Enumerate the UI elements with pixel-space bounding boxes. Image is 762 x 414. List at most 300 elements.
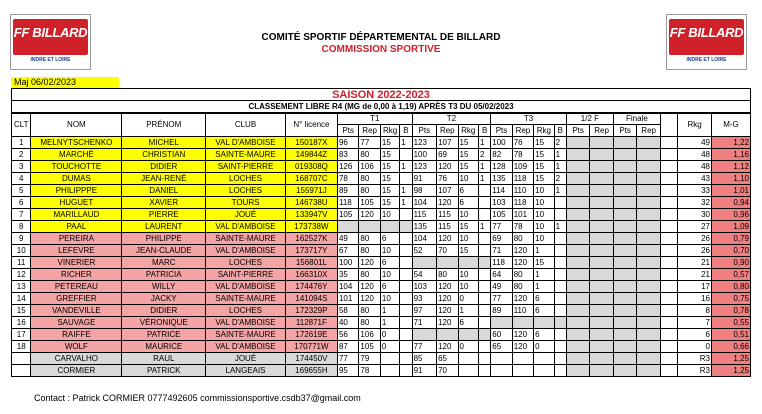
cell-t3-3: 1	[554, 161, 566, 173]
cell-prenom: PATRICK	[122, 365, 206, 377]
cell-t2-2: 15	[458, 137, 478, 149]
cell-t3-0: 105	[491, 209, 512, 221]
cell-rkg: R3	[678, 353, 712, 365]
cell-finals	[566, 281, 590, 293]
cell-t1-1: 105	[359, 341, 380, 353]
cell-t2-0: 123	[412, 137, 437, 149]
cell-nom: TOUCHOTTE	[31, 161, 122, 173]
cell-finals	[590, 257, 614, 269]
cell-finals	[566, 365, 590, 377]
cell-licence: 141094S	[285, 293, 337, 305]
table-row	[12, 221, 751, 233]
cell-club: SAINTE-MAURE	[206, 149, 286, 161]
cell-prenom: PHILIPPE	[122, 233, 206, 245]
cell-clt: 16	[12, 317, 31, 329]
cell-finals	[613, 341, 637, 353]
cell-t2-0	[412, 329, 437, 341]
cell-t1-1: 105	[359, 197, 380, 209]
cell-rkg: 0	[678, 341, 712, 353]
cell-mg: 0,79	[711, 233, 750, 245]
table-row	[12, 341, 751, 353]
cell-t2-0: 91	[412, 173, 437, 185]
cell-clt: 11	[12, 257, 31, 269]
cell-finals	[613, 149, 637, 161]
cell-t3-2: 6	[534, 305, 554, 317]
table-row	[12, 209, 751, 221]
table-row	[12, 197, 751, 209]
cell-clt: 4	[12, 173, 31, 185]
cell-t3-2: 6	[534, 293, 554, 305]
cell-t3-3	[554, 293, 566, 305]
cell-t3-3	[554, 329, 566, 341]
cell-t2-3: 1	[478, 137, 490, 149]
cell-mg: 1,01	[711, 185, 750, 197]
cell-licence: 112871F	[285, 317, 337, 329]
cell-nom: HUGUET	[31, 197, 122, 209]
cell-nom: MELNYTSCHENKO	[31, 137, 122, 149]
cell-spacer	[660, 137, 677, 149]
cell-t3-1: 120	[512, 329, 533, 341]
cell-finals	[590, 365, 614, 377]
table-row	[12, 161, 751, 173]
cell-rkg: 21	[678, 257, 712, 269]
cell-finals	[590, 197, 614, 209]
cell-nom: RICHER	[31, 269, 122, 281]
cell-t2-1: 115	[437, 209, 458, 221]
cell-rkg: 6	[678, 329, 712, 341]
cell-clt: 7	[12, 209, 31, 221]
cell-t2-3: 1	[478, 161, 490, 173]
cell-finals	[637, 245, 661, 257]
cell-t1-2: 10	[380, 245, 399, 257]
cell-spacer	[660, 329, 677, 341]
cell-finals	[590, 341, 614, 353]
cell-finals	[637, 257, 661, 269]
cell-finals	[590, 185, 614, 197]
cell-t2-0: 85	[412, 353, 437, 365]
cell-finals	[613, 233, 637, 245]
update-date: Maj 06/02/2023	[11, 77, 119, 88]
cell-t3-1: 109	[512, 161, 533, 173]
cell-spacer	[660, 305, 677, 317]
cell-t2-1: 115	[437, 221, 458, 233]
cell-t2-2	[458, 353, 478, 365]
cell-t3-0: 100	[491, 137, 512, 149]
cell-finals	[637, 173, 661, 185]
cell-finals	[566, 329, 590, 341]
col-clt: CLT	[12, 114, 31, 137]
cell-t3-3	[554, 317, 566, 329]
cell-clt: 14	[12, 293, 31, 305]
cell-licence: 174450V	[285, 353, 337, 365]
cell-t1-3: 1	[400, 197, 412, 209]
cell-nom: PAAL	[31, 221, 122, 233]
cell-finals	[566, 173, 590, 185]
cell-prenom: PIERRE	[122, 209, 206, 221]
cell-licence: 173738W	[285, 221, 337, 233]
cell-spacer	[660, 257, 677, 269]
cell-t1-1: 120	[359, 293, 380, 305]
cell-t1-1: 80	[359, 185, 380, 197]
cell-clt: 13	[12, 281, 31, 293]
cell-nom: PHILIPPPE	[31, 185, 122, 197]
cell-t2-2: 15	[458, 161, 478, 173]
cell-t1-0: 56	[337, 329, 358, 341]
cell-nom: PEREIRA	[31, 233, 122, 245]
cell-t2-3	[478, 281, 490, 293]
col-prenom: PRÉNOM	[122, 114, 206, 137]
cell-t2-1	[437, 329, 458, 341]
cell-licence: 133947V	[285, 209, 337, 221]
table-row	[12, 353, 751, 365]
cell-rkg: 21	[678, 269, 712, 281]
cell-t1-2: 15	[380, 185, 399, 197]
cell-t2-1: 70	[437, 365, 458, 377]
cell-t3-1: 101	[512, 209, 533, 221]
cell-finals	[590, 305, 614, 317]
cell-t3-3	[554, 233, 566, 245]
cell-t1-1: 106	[359, 329, 380, 341]
cell-prenom: XAVIER	[122, 197, 206, 209]
cell-spacer	[660, 149, 677, 161]
sub-pts: Pts	[613, 125, 637, 137]
cell-t3-2: 1	[534, 281, 554, 293]
cell-t2-2: 0	[458, 341, 478, 353]
logo-text: FF BILLARD	[669, 25, 744, 40]
cell-t3-2	[534, 317, 554, 329]
cell-spacer	[660, 233, 677, 245]
cell-t3-1: 80	[512, 269, 533, 281]
cell-nom: CORMIER	[31, 365, 122, 377]
cell-finals	[613, 257, 637, 269]
col-nom: NOM	[31, 114, 122, 137]
cell-finals	[590, 233, 614, 245]
sub-rkg: Rkg	[380, 125, 399, 137]
sub-rkg: Rkg	[458, 125, 478, 137]
cell-clt: 18	[12, 341, 31, 353]
cell-mg: 0,94	[711, 197, 750, 209]
cell-prenom: MICHEL	[122, 137, 206, 149]
cell-t1-3	[400, 305, 412, 317]
cell-t1-3	[400, 281, 412, 293]
cell-nom: DUMAS	[31, 173, 122, 185]
cell-t1-0: 100	[337, 257, 358, 269]
cell-finals	[613, 353, 637, 365]
cell-t1-3	[400, 365, 412, 377]
cell-t1-3	[400, 293, 412, 305]
cell-t1-2: 15	[380, 197, 399, 209]
cell-t1-3	[400, 353, 412, 365]
cell-club: LOCHES	[206, 173, 286, 185]
cell-club: VAL D'AMBOISE	[206, 317, 286, 329]
table-row	[12, 233, 751, 245]
cell-t3-3: 1	[554, 185, 566, 197]
cell-t2-2: 10	[458, 269, 478, 281]
cell-t2-1: 76	[437, 173, 458, 185]
cell-t3-2	[534, 353, 554, 365]
cell-finals	[637, 329, 661, 341]
cell-finals	[637, 137, 661, 149]
cell-spacer	[660, 317, 677, 329]
cell-t1-0: 40	[337, 317, 358, 329]
cell-t3-3	[554, 353, 566, 365]
cell-t1-1: 120	[359, 281, 380, 293]
sub-pts: Pts	[337, 125, 358, 137]
cell-t2-3: 1	[478, 221, 490, 233]
cell-t1-3	[400, 173, 412, 185]
cell-t3-2: 1	[534, 245, 554, 257]
cell-t1-0: 104	[337, 281, 358, 293]
cell-prenom: RAUL	[122, 353, 206, 365]
table-row	[12, 173, 751, 185]
cell-t3-0: 71	[491, 245, 512, 257]
cell-t2-1: 120	[437, 341, 458, 353]
cell-t3-2: 0	[534, 341, 554, 353]
cell-t1-1: 77	[359, 137, 380, 149]
cell-t1-3	[400, 341, 412, 353]
cell-t2-3	[478, 197, 490, 209]
cell-nom: VANDEVILLE	[31, 305, 122, 317]
cell-t1-1: 80	[359, 245, 380, 257]
cell-mg: 0,66	[711, 341, 750, 353]
table-row	[12, 269, 751, 281]
cell-t3-1	[512, 353, 533, 365]
cell-t3-0: 69	[491, 233, 512, 245]
cell-licence: 166310X	[285, 269, 337, 281]
cell-t2-3	[478, 185, 490, 197]
cell-rkg: 17	[678, 281, 712, 293]
cell-club: SAINTE-MAURE	[206, 293, 286, 305]
cell-t1-0: 96	[337, 137, 358, 149]
cell-mg: 0,75	[711, 293, 750, 305]
cell-t1-0: 87	[337, 341, 358, 353]
cell-club: LOCHES	[206, 257, 286, 269]
cell-t3-3: 2	[554, 137, 566, 149]
cell-t3-0	[491, 353, 512, 365]
cell-t3-3	[554, 269, 566, 281]
cell-t1-1: 80	[359, 305, 380, 317]
cell-finals	[613, 197, 637, 209]
cell-t1-2: 0	[380, 329, 399, 341]
cell-finals	[566, 245, 590, 257]
logo-text: FF BILLARD	[13, 25, 88, 40]
cell-clt: 8	[12, 221, 31, 233]
cell-t3-1: 78	[512, 149, 533, 161]
cell-t2-1: 80	[437, 269, 458, 281]
cell-mg: 0,78	[711, 305, 750, 317]
cell-t2-1	[437, 257, 458, 269]
cell-licence: 149844Z	[285, 149, 337, 161]
cell-finals	[590, 173, 614, 185]
cell-t2-2: 15	[458, 245, 478, 257]
cell-spacer	[660, 173, 677, 185]
cell-t3-1	[512, 317, 533, 329]
cell-t1-0: 126	[337, 161, 358, 173]
cell-t1-3	[400, 269, 412, 281]
cell-t3-0: 49	[491, 281, 512, 293]
page-title: COMITÉ SPORTIF DÉPARTEMENTAL DE BILLARD	[261, 32, 501, 43]
cell-t2-1: 69	[437, 149, 458, 161]
cell-finals	[590, 209, 614, 221]
cell-t1-1	[359, 221, 380, 233]
cell-finals	[590, 317, 614, 329]
cell-finals	[566, 137, 590, 149]
cell-t2-3	[478, 269, 490, 281]
cell-t2-1: 120	[437, 281, 458, 293]
cell-prenom: WILLY	[122, 281, 206, 293]
cell-t3-1	[512, 365, 533, 377]
cell-nom: VINERIER	[31, 257, 122, 269]
cell-prenom: CHRISTIAN	[122, 149, 206, 161]
table-row	[12, 293, 751, 305]
cell-finals	[613, 245, 637, 257]
cell-nom: PETEREAU	[31, 281, 122, 293]
cell-t2-3	[478, 329, 490, 341]
cell-prenom: JEAN-CLAUDE	[122, 245, 206, 257]
cell-t2-1: 120	[437, 317, 458, 329]
cell-finals	[613, 305, 637, 317]
cell-t1-1: 120	[359, 209, 380, 221]
cell-t2-1: 120	[437, 161, 458, 173]
cell-prenom: DIDIER	[122, 305, 206, 317]
cell-t3-1: 120	[512, 257, 533, 269]
cell-t1-0: 77	[337, 353, 358, 365]
cell-club: JOUÉ	[206, 353, 286, 365]
cell-prenom: DANIEL	[122, 185, 206, 197]
cell-t3-0: 82	[491, 149, 512, 161]
cell-t2-1: 120	[437, 305, 458, 317]
cell-finals	[566, 233, 590, 245]
cell-club: VAL D'AMBOISE	[206, 221, 286, 233]
cell-t3-0: 128	[491, 161, 512, 173]
cell-mg: 1,25	[711, 353, 750, 365]
cell-finals	[637, 341, 661, 353]
cell-t1-1: 80	[359, 173, 380, 185]
cell-t2-2	[458, 329, 478, 341]
cell-t3-0	[491, 317, 512, 329]
cell-licence: 174476Y	[285, 281, 337, 293]
sub-rep: Rep	[437, 125, 458, 137]
cell-t2-0: 54	[412, 269, 437, 281]
cell-prenom: LAURENT	[122, 221, 206, 233]
cell-prenom: MARC	[122, 257, 206, 269]
cell-finals	[566, 353, 590, 365]
cell-mg: 0,51	[711, 329, 750, 341]
cell-t1-2: 6	[380, 281, 399, 293]
col-licence: N° licence	[285, 114, 337, 137]
col-t2: T2	[412, 114, 491, 125]
cell-nom: SAUVAGE	[31, 317, 122, 329]
cell-t3-2: 10	[534, 185, 554, 197]
cell-t2-0: 115	[412, 209, 437, 221]
table-row	[12, 329, 751, 341]
cell-t1-1: 106	[359, 161, 380, 173]
cell-t2-0: 98	[412, 185, 437, 197]
cell-t1-1: 80	[359, 317, 380, 329]
cell-t1-3	[400, 233, 412, 245]
cell-t1-3: 1	[400, 137, 412, 149]
cell-finals	[613, 293, 637, 305]
cell-rkg: 48	[678, 161, 712, 173]
cell-t2-2: 6	[458, 197, 478, 209]
cell-t3-3	[554, 209, 566, 221]
cell-t1-3	[400, 245, 412, 257]
cell-t3-2: 1	[534, 269, 554, 281]
cell-t1-1: 79	[359, 353, 380, 365]
cell-licence: 170771W	[285, 341, 337, 353]
cell-t3-1: 120	[512, 341, 533, 353]
table-row	[12, 365, 751, 377]
cell-licence: 162527K	[285, 233, 337, 245]
cell-t3-2: 15	[534, 173, 554, 185]
cell-finals	[637, 365, 661, 377]
logo-subtitle: INDRE ET LOIRE	[686, 57, 727, 63]
cell-finals	[637, 281, 661, 293]
cell-t2-2: 0	[458, 293, 478, 305]
cell-finals	[613, 269, 637, 281]
cell-finals	[566, 161, 590, 173]
cell-finals	[613, 185, 637, 197]
cell-t3-0: 65	[491, 341, 512, 353]
cell-rkg: 30	[678, 209, 712, 221]
cell-t2-3	[478, 233, 490, 245]
cell-t1-2: 1	[380, 305, 399, 317]
cell-t3-0: 60	[491, 329, 512, 341]
cell-finals	[637, 197, 661, 209]
cell-finals	[637, 209, 661, 221]
cell-t3-1: 80	[512, 233, 533, 245]
col-club: CLUB	[206, 114, 286, 137]
table-row	[12, 257, 751, 269]
cell-t3-1: 120	[512, 293, 533, 305]
cell-finals	[613, 329, 637, 341]
cell-spacer	[660, 341, 677, 353]
cell-club: SAINT-PIERRE	[206, 269, 286, 281]
table-row	[12, 245, 751, 257]
cell-t2-2: 10	[458, 233, 478, 245]
cell-t1-0: 67	[337, 245, 358, 257]
cell-finals	[566, 293, 590, 305]
sub-rep: Rep	[590, 125, 614, 137]
cell-t3-2: 15	[534, 257, 554, 269]
cell-t2-0: 135	[412, 221, 437, 233]
cell-t2-0: 123	[412, 161, 437, 173]
cell-mg: 0,80	[711, 281, 750, 293]
cell-spacer	[660, 353, 677, 365]
cell-club: VAL D'AMBOISE	[206, 341, 286, 353]
table-row	[12, 137, 751, 149]
cell-t1-1: 80	[359, 149, 380, 161]
cell-t3-2: 10	[534, 233, 554, 245]
cell-rkg: 33	[678, 185, 712, 197]
cell-prenom: PATRICIA	[122, 269, 206, 281]
cell-licence: 156801L	[285, 257, 337, 269]
cell-finals	[566, 317, 590, 329]
cell-finals	[637, 317, 661, 329]
cell-finals	[613, 173, 637, 185]
cell-finals	[590, 137, 614, 149]
cell-t3-3	[554, 281, 566, 293]
cell-t1-2	[380, 353, 399, 365]
cell-spacer	[660, 365, 677, 377]
cell-t2-0: 104	[412, 197, 437, 209]
cell-t1-2: 10	[380, 293, 399, 305]
cell-t2-2: 15	[458, 149, 478, 161]
cell-mg: 1,12	[711, 161, 750, 173]
cell-t3-3	[554, 197, 566, 209]
cell-t3-3	[554, 305, 566, 317]
sub-rep: Rep	[512, 125, 533, 137]
